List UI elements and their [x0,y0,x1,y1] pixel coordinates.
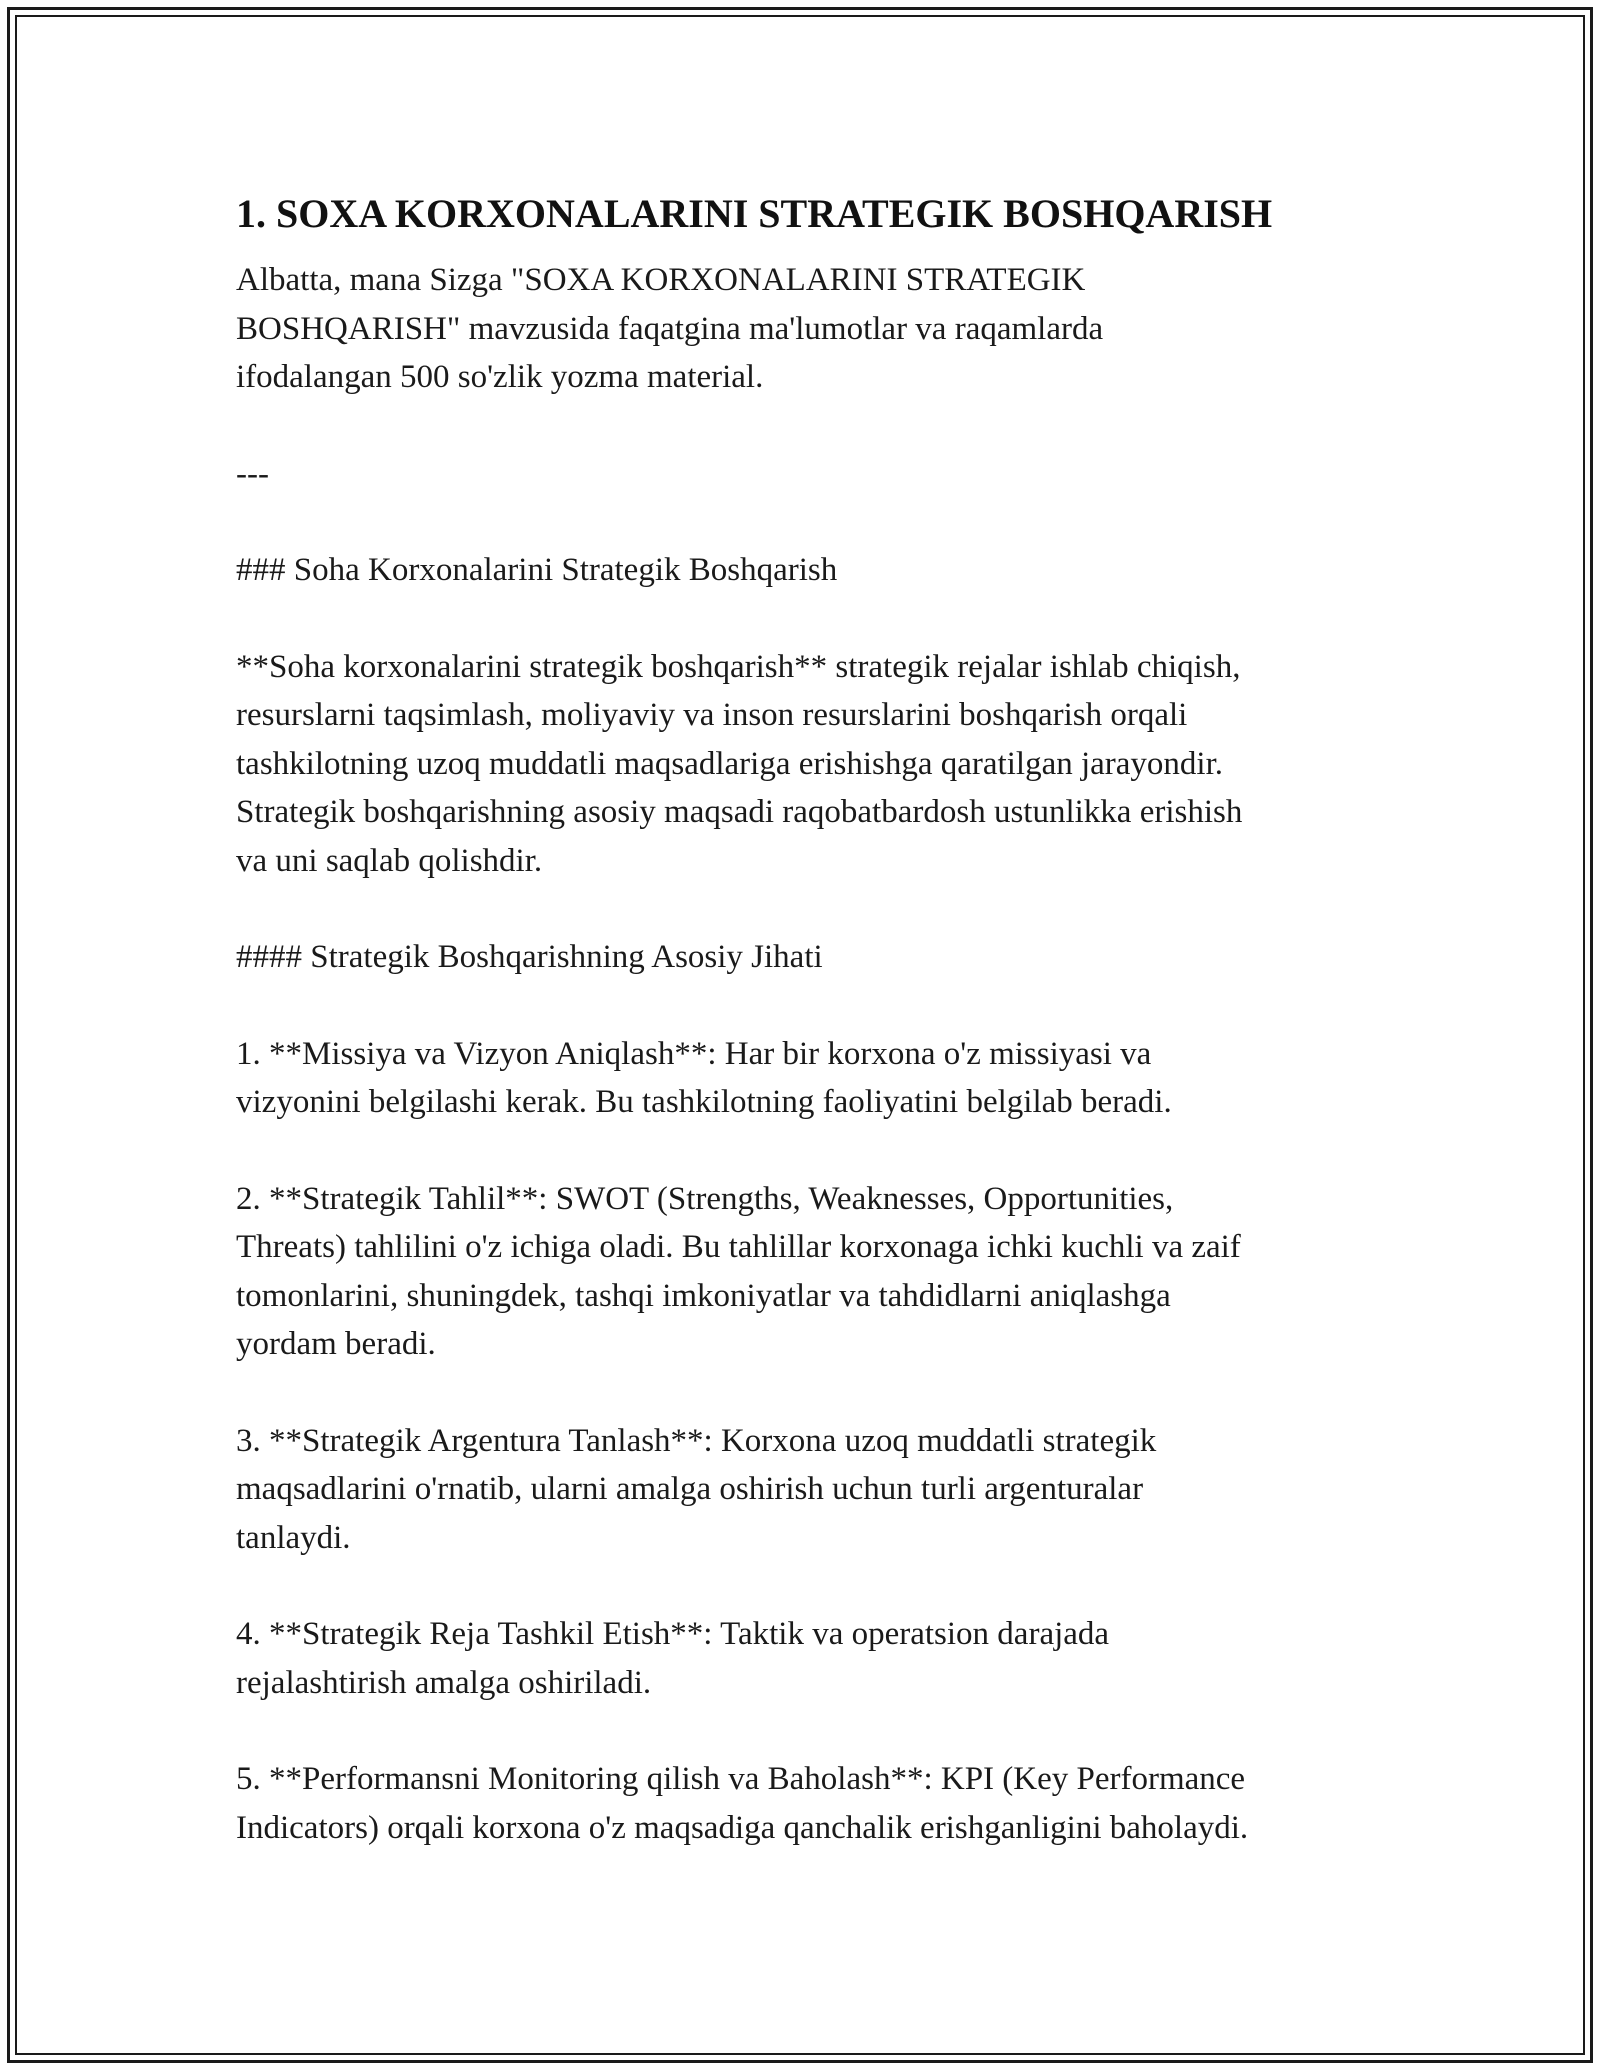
separator-line: --- [236,455,269,492]
list-item-5: 5. **Performansni Monitoring qilish va Baholash**: KPI (Key Performance Indicators) orqali korxona o'z maqsadiga qanchalik erishganligini baholaydi. [236,1761,1249,1846]
definition-paragraph: **Soha korxonalarini strategik boshqarish** strategik rejalar ishlab chiqish, resurslarni taqsimlash, moliyaviy va inson resurslarini boshqarish orqali tashkilotning uzoq muddatli maqsadlariga erishishga qaratilgan jarayondir. Strategik boshqarishning asosiy maqsadi raqobatbardosh ustunlikka erishish va uni saqlab qolishdir. [236,648,1243,879]
list-item-1: 1. **Missiya va Vizyon Aniqlash**: Har bir korxona o'z missiyasi va vizyonini belgilashi kerak. Bu tashkilotning faoliyatini belgilab beradi. [236,1035,1172,1120]
intro-paragraph: Albatta, mana Sizga "SOXA KORXONALARINI STRATEGIK BOSHQARISH" mavzusida faqatgina ma'lumotlar va raqamlarda ifodalangan 500 so'zlik yozma material. [236,262,1104,395]
document-body [236,186,1366,1852]
list-item-4: 4. **Strategik Reja Tashkil Etish**: Taktik va operatsion darajada rejalashtirish amalga oshiriladi. [236,1616,1110,1701]
list-item-3: 3. **Strategik Argentura Tanlash**: Korxona uzoq muddatli strategik maqsadlarini o'rnatib, ularni amalga oshirish uchun turli argenturalar tanlaydi. [236,1422,1157,1556]
section-heading: ### Soha Korxonalarini Strategik Boshqarish [236,552,838,588]
list-item-2: 2. **Strategik Tahlil**: SWOT (Strengths, Weaknesses, Opportunities, Threats) tahlilini o'z ichiga oladi. Bu tahlillar korxonaga ichki kuchli va zaif tomonlarini, shuningdek, tashqi imkoniyatlar va tahdidlarni aniqlashga yordam beradi. [236,1180,1241,1362]
document-title: 1. SOXA KORXONALARINI STRATEGIK BOSHQARISH [236,191,1273,236]
subsection-heading: #### Strategik Boshqarishning Asosiy Jihati [236,939,823,975]
